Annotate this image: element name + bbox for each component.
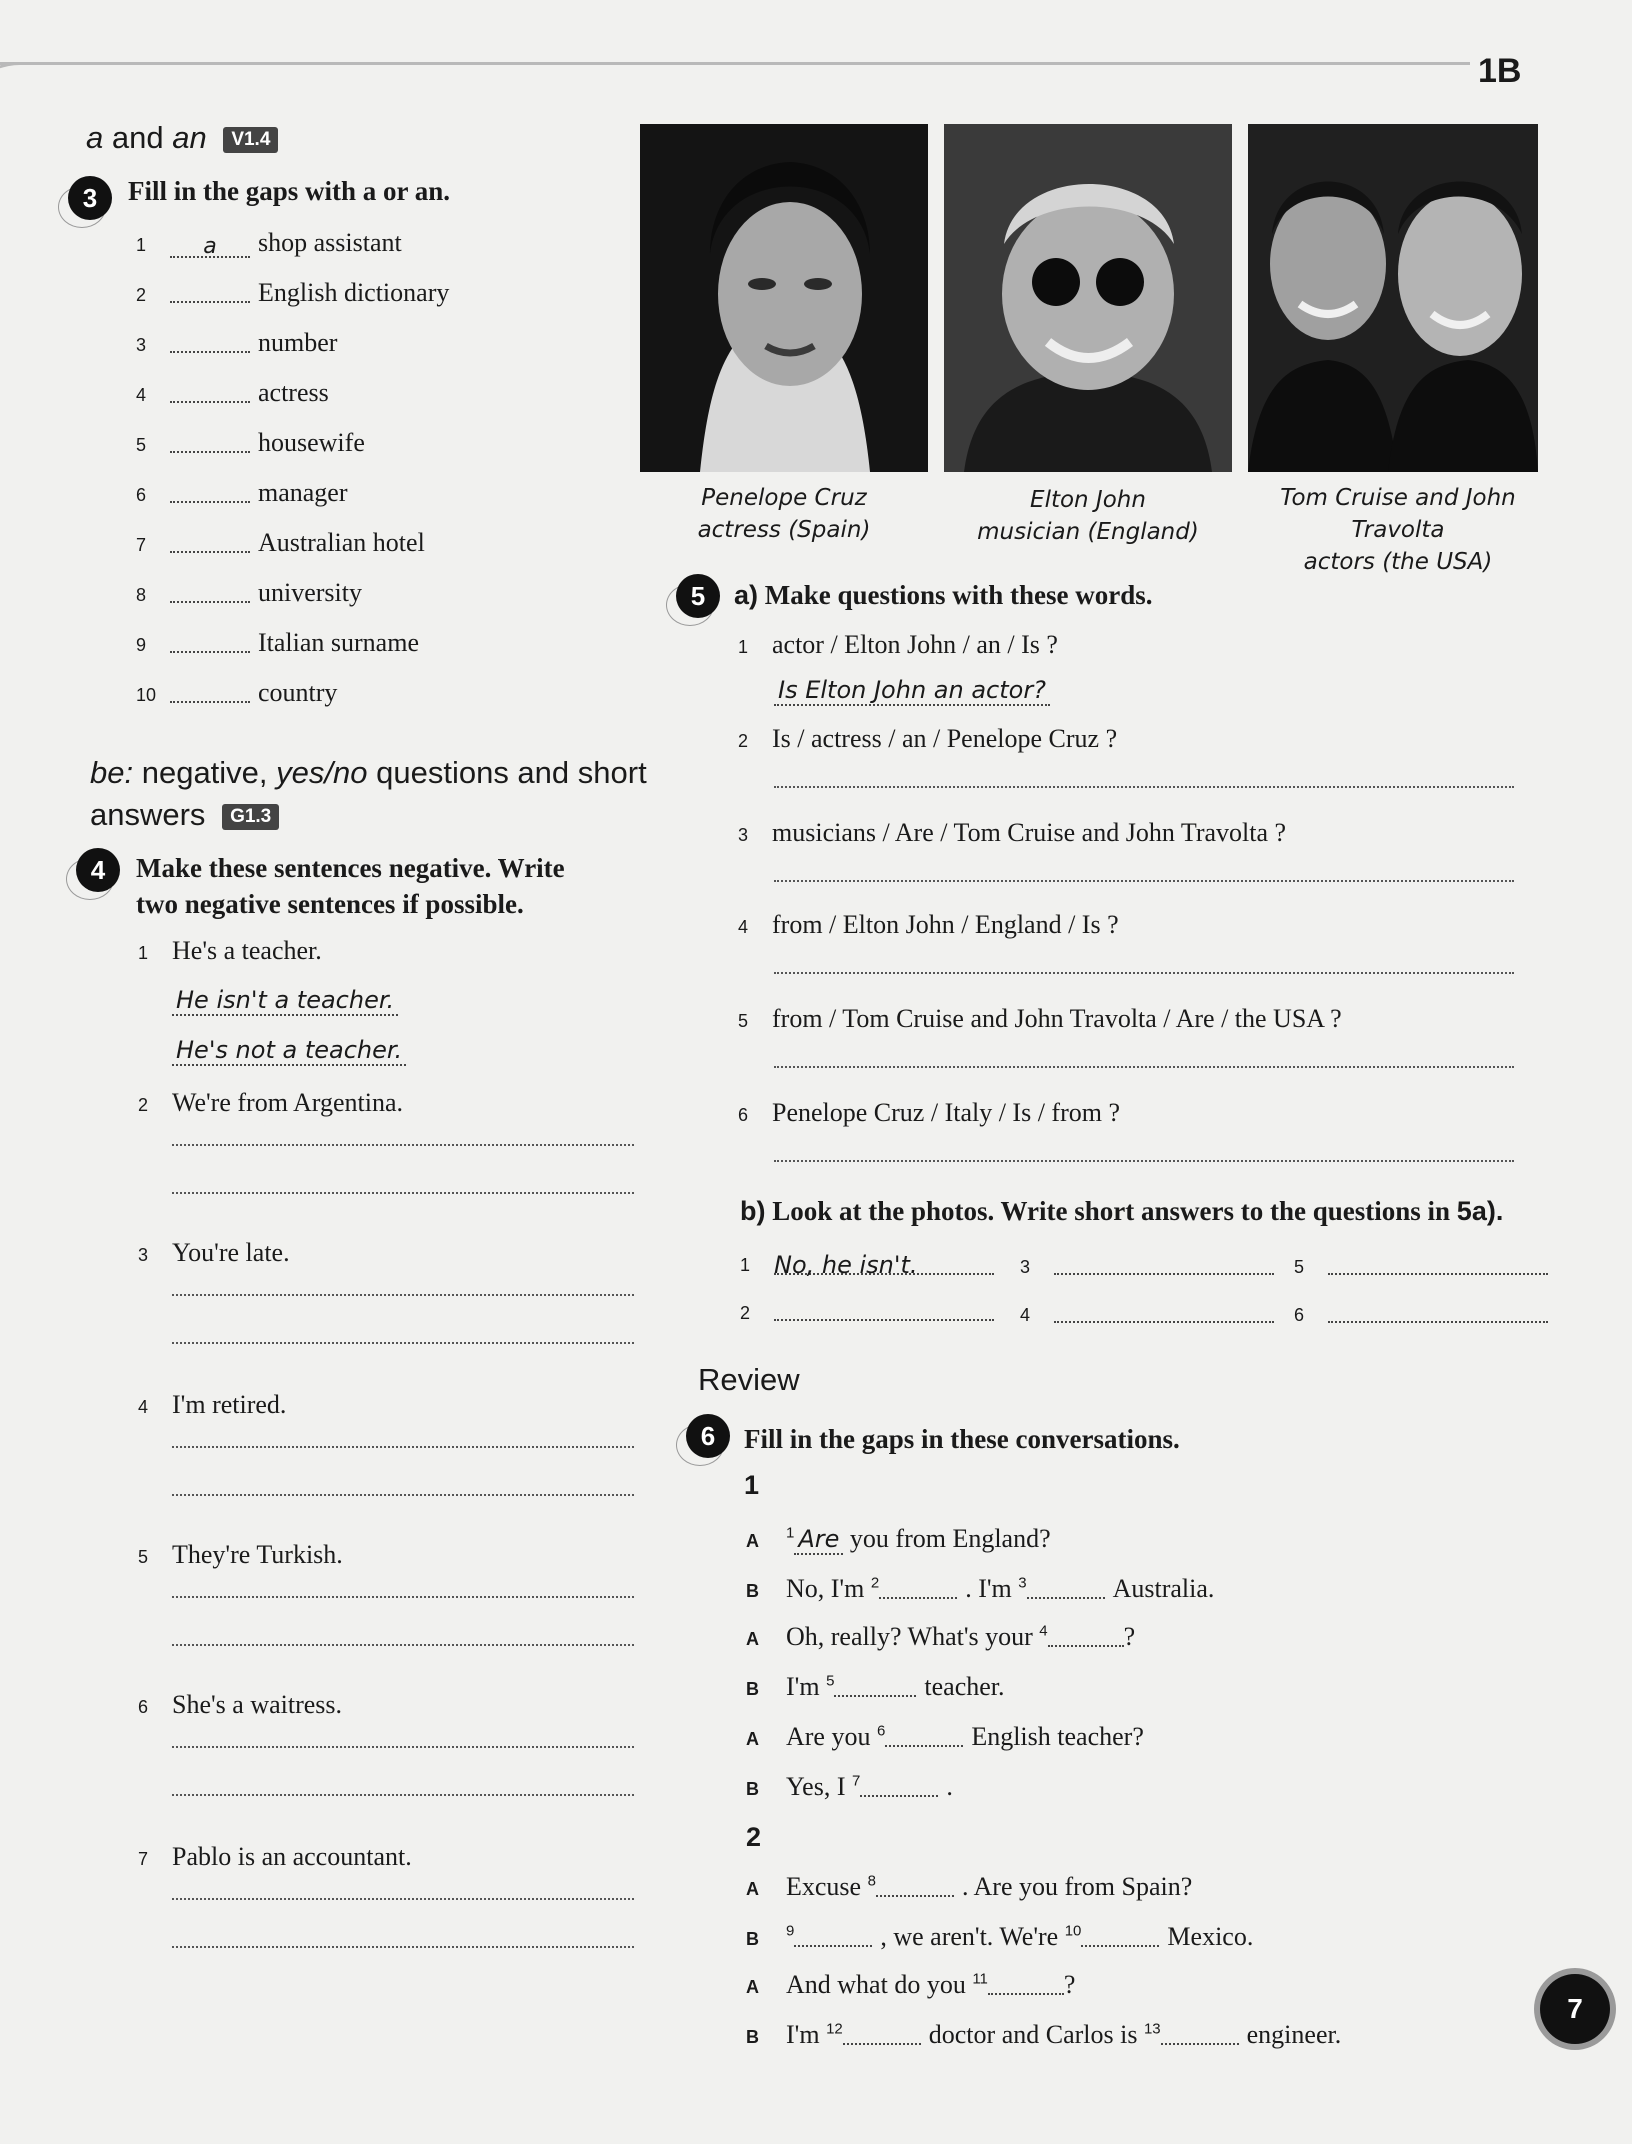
model-answer: He isn't a teacher. <box>172 986 398 1016</box>
item-text: I'm retired. <box>172 1390 287 1419</box>
item-number: 10 <box>136 685 157 705</box>
section-heading-be <box>90 752 647 836</box>
gap-answer: Are <box>794 1525 843 1555</box>
write-line[interactable] <box>774 1066 1514 1068</box>
item-text: country <box>258 678 338 707</box>
gap-number: 6 <box>876 1722 886 1740</box>
ex3-item <box>136 378 329 408</box>
item-number: 9 <box>136 635 147 655</box>
ex4-item <box>138 1690 342 1720</box>
gap-input[interactable] <box>170 529 250 553</box>
ex5b-item <box>1294 1250 1556 1280</box>
part-a-label: a) <box>734 580 759 610</box>
caption-role: actress (Spain) <box>697 517 871 543</box>
item-number: 1 <box>740 1255 751 1275</box>
exercise-3-instruction: Fill in the gaps with a or an. <box>128 176 451 206</box>
ex4-model-answer <box>172 986 398 1014</box>
model-answer: He's not a teacher. <box>172 1036 406 1066</box>
write-line[interactable] <box>172 1294 634 1296</box>
item-number: 5 <box>138 1547 149 1567</box>
speaker: A <box>746 1729 759 1749</box>
item-number: 6 <box>738 1105 749 1125</box>
exercise-5-number: 5 <box>676 574 720 618</box>
conv1-line3 <box>746 1622 1135 1652</box>
gap-input[interactable] <box>885 1723 963 1747</box>
line-text: No, I'm <box>786 1574 865 1603</box>
caption-cruise-travolta <box>1238 482 1558 578</box>
short-answer-gap[interactable] <box>1328 1251 1548 1275</box>
gap-number: 1 <box>786 1524 795 1542</box>
gap-number: 12 <box>826 2020 843 2038</box>
item-number: 8 <box>136 585 147 605</box>
item-number: 1 <box>138 943 149 963</box>
exercise-5a-instruction <box>734 580 1153 611</box>
conv1-line5 <box>746 1722 1144 1752</box>
item-text: actress <box>258 378 329 407</box>
line-text: Mexico. <box>1167 1922 1254 1951</box>
conv1-line2 <box>746 1574 1214 1604</box>
speaker: B <box>746 1679 759 1699</box>
write-line[interactable] <box>172 1342 634 1344</box>
ex3-item <box>136 228 402 258</box>
exercise-4-instruction-line2: two negative sentences if possible. <box>136 889 524 919</box>
ex5b-item <box>1294 1298 1556 1328</box>
line-text: ? <box>1123 1622 1136 1651</box>
item-number: 7 <box>136 535 147 555</box>
line-text: Oh, really? What's your <box>786 1622 1033 1651</box>
item-text: housewife <box>258 428 365 457</box>
write-line[interactable] <box>172 1794 634 1796</box>
gap-input[interactable] <box>170 279 250 303</box>
gap-number: 7 <box>852 1772 861 1790</box>
review-heading: Review <box>698 1362 800 1397</box>
unit-label: 1B <box>1478 52 1522 90</box>
short-answer-gap[interactable]: No, he isn't. <box>774 1251 994 1275</box>
grammar-badge: G1.3 <box>222 804 279 830</box>
gap-input[interactable] <box>879 1575 957 1599</box>
ex3-item <box>136 578 362 608</box>
line-text: , we aren't. We're <box>880 1922 1059 1951</box>
ex5-item <box>738 630 1058 660</box>
item-number: 1 <box>136 235 147 255</box>
gap-input[interactable] <box>834 1673 916 1697</box>
line-text: doctor and Carlos is <box>928 2020 1138 2049</box>
item-text: Pablo is an accountant. <box>172 1842 412 1871</box>
write-line[interactable] <box>774 786 1514 788</box>
gap-input[interactable] <box>860 1773 938 1797</box>
short-answer-gap[interactable] <box>774 1297 994 1321</box>
exercise-4-instruction <box>136 850 565 922</box>
gap-number: 8 <box>867 1872 876 1890</box>
item-text: university <box>258 578 362 607</box>
conv2-line1 <box>746 1872 1192 1902</box>
heading-answers: answers <box>90 797 206 832</box>
ex4-item <box>138 1540 343 1570</box>
item-text: shop assistant <box>258 228 402 257</box>
gap-input[interactable] <box>1161 2021 1239 2045</box>
part-b-ref: 5a). <box>1456 1196 1504 1226</box>
speaker: B <box>746 1779 759 1799</box>
gap-input[interactable] <box>1048 1623 1124 1647</box>
exercise-6-instruction: Fill in the gaps in these conversations. <box>744 1424 1180 1454</box>
item-text: number <box>258 328 338 357</box>
line-text: . Are you from Spain? <box>961 1872 1193 1901</box>
item-number: 6 <box>136 485 147 505</box>
caption-name: Penelope Cruz <box>701 485 867 511</box>
ex4-item <box>138 1088 403 1118</box>
exercise-5b-instruction <box>740 1196 1503 1227</box>
item-number: 2 <box>138 1095 149 1115</box>
gap-input[interactable] <box>876 1873 954 1897</box>
gap-input[interactable] <box>170 629 250 653</box>
ex5-item <box>738 724 1117 754</box>
gap-number: 9 <box>786 1922 795 1940</box>
gap-number: 5 <box>826 1672 835 1690</box>
caption-role: musician (England) <box>977 519 1199 545</box>
ex5-item <box>738 818 1286 848</box>
speaker: A <box>746 1879 759 1899</box>
item-text: from / Tom Cruise and John Travolta / Are / the USA ? <box>772 1004 1342 1033</box>
write-line[interactable] <box>172 1144 634 1146</box>
ex5b-item <box>1020 1250 1282 1280</box>
item-number: 4 <box>136 385 147 405</box>
speaker: B <box>746 1581 759 1601</box>
line-text: I'm <box>786 2020 820 2049</box>
item-number: 4 <box>1020 1305 1031 1325</box>
gap-number: 4 <box>1039 1622 1048 1640</box>
model-answer: Is Elton John an actor? <box>774 676 1050 706</box>
ex5b-item <box>1020 1298 1282 1328</box>
item-number: 5 <box>1294 1257 1305 1277</box>
ex4-model-answer <box>172 1036 406 1064</box>
part-b-text: Look at the photos. Write short answers to the questions in <box>772 1196 1451 1226</box>
ex3-item <box>136 428 365 458</box>
write-line[interactable] <box>774 972 1514 974</box>
caption-name: Elton John <box>1030 487 1146 513</box>
write-line[interactable] <box>774 880 1514 882</box>
short-answer-gap[interactable] <box>1328 1299 1548 1323</box>
ex3-item <box>136 528 425 558</box>
heading-yes-no: yes/no <box>276 755 368 790</box>
vocab-badge: V1.4 <box>223 127 278 153</box>
write-line[interactable] <box>172 1644 634 1646</box>
exercise-3-number: 3 <box>68 176 112 220</box>
item-number: 2 <box>740 1303 751 1323</box>
item-text: You're late. <box>172 1238 290 1267</box>
conv1-line4 <box>746 1672 1005 1702</box>
gap-input[interactable] <box>1027 1575 1105 1599</box>
item-text: They're Turkish. <box>172 1540 343 1569</box>
photo-elton-john <box>944 124 1232 472</box>
ex3-item <box>136 628 419 658</box>
item-text: She's a waitress. <box>172 1690 343 1719</box>
item-number: 6 <box>1294 1305 1305 1325</box>
speaker: A <box>746 1531 759 1551</box>
item-number: 5 <box>738 1011 749 1031</box>
ex4-item <box>138 1842 412 1872</box>
line-text: Excuse <box>786 1872 862 1901</box>
gap-input[interactable]: a <box>170 234 250 258</box>
write-line[interactable] <box>774 1160 1514 1162</box>
item-number: 3 <box>738 825 749 845</box>
line-text: engineer. <box>1246 2020 1342 2049</box>
short-answer-gap[interactable] <box>1054 1251 1274 1275</box>
top-rule <box>0 62 1470 65</box>
heading-questions: questions and short <box>367 755 647 790</box>
caption-role: actors (the USA) <box>1303 549 1493 575</box>
ex3-item <box>136 278 449 308</box>
item-text: from / Elton John / England / Is ? <box>772 910 1119 939</box>
gap-input[interactable] <box>1081 1923 1159 1947</box>
ex5-item <box>738 910 1119 940</box>
item-number: 4 <box>138 1397 149 1417</box>
item-text: Italian surname <box>258 628 419 657</box>
speaker: B <box>746 2027 759 2047</box>
gap-input[interactable] <box>988 1971 1064 1995</box>
ex5b-item <box>740 1248 1002 1278</box>
line-text: Australia. <box>1112 1574 1215 1603</box>
ex5b-item <box>740 1296 1002 1326</box>
conv2-line2 <box>746 1922 1253 1952</box>
gap-number: 10 <box>1064 1922 1082 1940</box>
ex5-item <box>738 1098 1120 1128</box>
gap-input[interactable] <box>843 2021 921 2045</box>
conv2-line3 <box>746 1970 1075 2000</box>
ex4-item <box>138 1238 290 1268</box>
line-text: Are you <box>786 1722 871 1751</box>
page-number: 7 <box>1540 1974 1610 2044</box>
heading-negative: negative, <box>133 755 277 790</box>
gap-input[interactable] <box>794 1923 872 1947</box>
line-text: teacher. <box>924 1672 1005 1701</box>
ex3-item <box>136 328 337 358</box>
gap-number: 2 <box>870 1574 880 1592</box>
caption-penelope-cruz <box>640 482 928 546</box>
item-number: 5 <box>136 435 147 455</box>
line-text: . <box>946 1772 953 1801</box>
write-line[interactable] <box>172 1746 634 1748</box>
speaker: A <box>746 1629 759 1649</box>
item-text: English dictionary <box>258 278 450 307</box>
write-line[interactable] <box>172 1494 634 1496</box>
item-text: actor / Elton John / an / Is ? <box>772 630 1058 659</box>
item-number: 2 <box>738 731 749 751</box>
conversation-2-label: 2 <box>746 1822 762 1852</box>
gap-number: 11 <box>972 1970 988 1988</box>
heading-be: be: <box>90 755 134 790</box>
line-text: Yes, I <box>786 1772 846 1801</box>
caption-name: Tom Cruise and John Travolta <box>1280 485 1516 543</box>
gap-input[interactable] <box>170 329 250 353</box>
item-number: 7 <box>138 1849 149 1869</box>
line-text: I'm <box>786 1672 820 1701</box>
gap-input[interactable] <box>170 679 250 703</box>
caption-elton-john <box>944 484 1232 548</box>
conv1-line1 <box>746 1524 1051 1554</box>
ex5-model-answer <box>774 676 1050 704</box>
part-b-label: b) <box>740 1196 766 1226</box>
write-line[interactable] <box>172 1192 634 1194</box>
gap-number: 13 <box>1143 2020 1161 2038</box>
item-number: 3 <box>136 335 147 355</box>
item-text: He's a teacher. <box>172 936 322 965</box>
item-text: Australian hotel <box>258 528 425 557</box>
item-number: 1 <box>738 637 749 657</box>
item-text: We're from Argentina. <box>172 1088 403 1117</box>
top-rule-curve <box>0 62 80 125</box>
gap-input[interactable] <box>170 479 250 503</box>
photo-tom-cruise-john-travolta <box>1248 124 1538 472</box>
gap-input[interactable] <box>170 579 250 603</box>
gap-number: 3 <box>1018 1574 1027 1592</box>
ex4-item <box>138 936 322 966</box>
write-line[interactable] <box>172 1898 634 1900</box>
heading-word-a: a <box>86 120 104 155</box>
line-text: And what do you <box>786 1970 966 1999</box>
write-line[interactable] <box>172 1946 634 1948</box>
ex4-item <box>138 1390 286 1420</box>
part-a-text: Make questions with these words. <box>764 580 1153 610</box>
write-line[interactable] <box>172 1596 634 1598</box>
item-text: Penelope Cruz / Italy / Is / from ? <box>772 1098 1121 1127</box>
line-text: you from England? <box>849 1524 1051 1553</box>
speaker: A <box>746 1977 759 1997</box>
ex5-item <box>738 1004 1342 1034</box>
speaker: B <box>746 1929 759 1949</box>
item-text: Is / actress / an / Penelope Cruz ? <box>772 724 1118 753</box>
exercise-6-number: 6 <box>686 1414 730 1458</box>
heading-word-and: and <box>103 120 173 155</box>
line-text: English teacher? <box>971 1722 1144 1751</box>
write-line[interactable] <box>172 1446 634 1448</box>
exercise-4-instruction-line1: Make these sentences negative. Write <box>136 853 565 883</box>
photo-penelope-cruz <box>640 124 928 472</box>
item-number: 3 <box>1020 1257 1031 1277</box>
conversation-1-label: 1 <box>744 1470 760 1500</box>
item-number: 3 <box>138 1245 149 1265</box>
item-number: 4 <box>738 917 749 937</box>
exercise-4-number: 4 <box>76 848 120 892</box>
section-heading-a-an <box>86 120 278 156</box>
conv1-line6 <box>746 1772 953 1802</box>
ex3-item <box>136 478 348 508</box>
line-text: . I'm <box>965 1574 1012 1603</box>
line-text: ? <box>1063 1970 1076 1999</box>
gap-input[interactable] <box>170 379 250 403</box>
gap-input[interactable] <box>170 429 250 453</box>
item-number: 2 <box>136 285 147 305</box>
short-answer-gap[interactable] <box>1054 1299 1274 1323</box>
ex3-item <box>136 678 337 708</box>
item-text: manager <box>258 478 348 507</box>
heading-word-an: an <box>172 120 207 155</box>
item-text: musicians / Are / Tom Cruise and John Travolta ? <box>772 818 1287 847</box>
item-number: 6 <box>138 1697 149 1717</box>
conv2-line4 <box>746 2020 1341 2050</box>
